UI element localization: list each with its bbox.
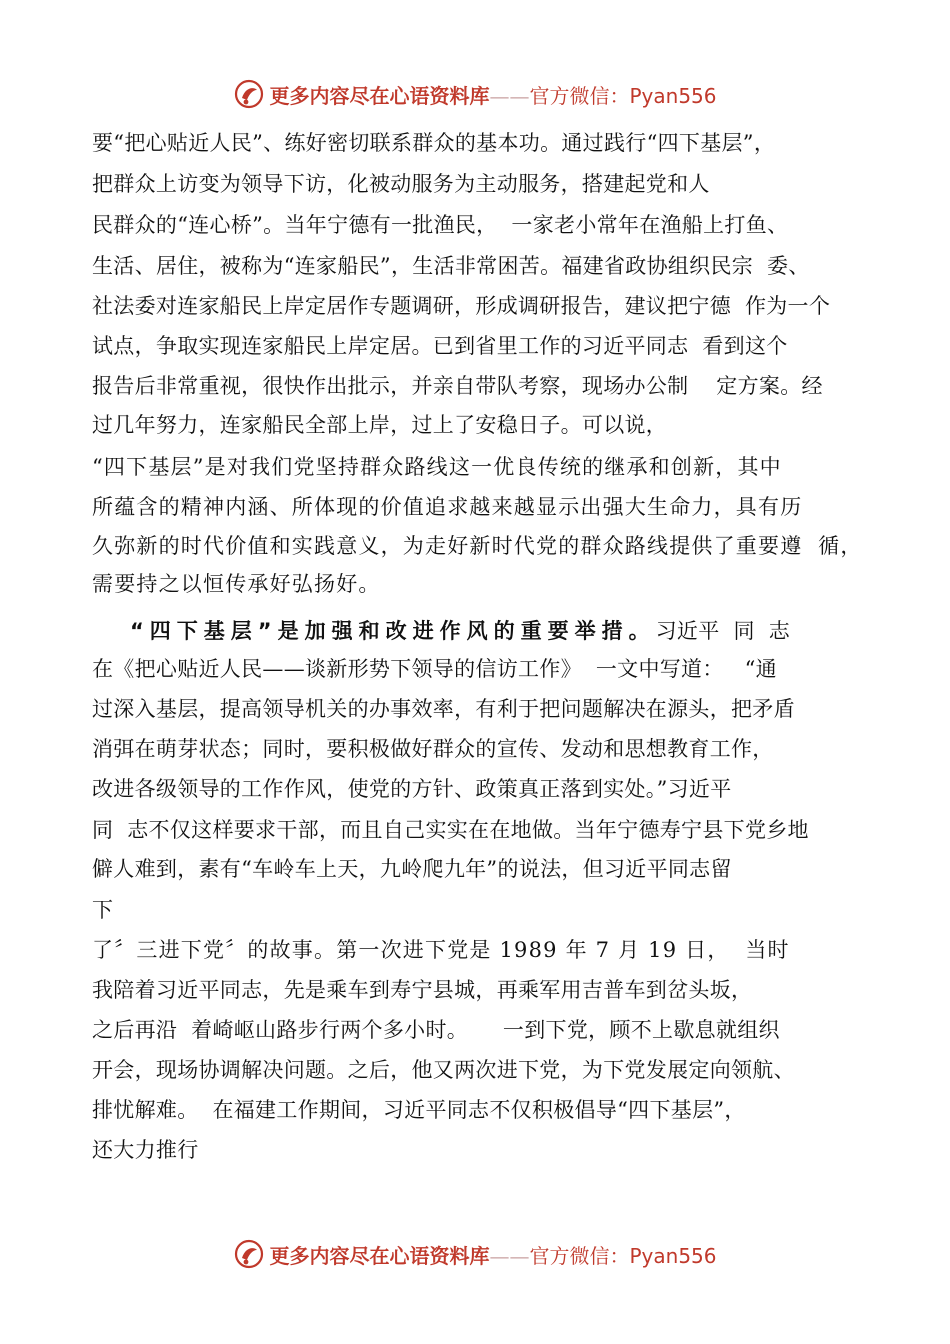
body-line: 民群众的“连心桥”。当年宁德有一批渔民， 一家老小常年在渔船上打鱼、 — [92, 213, 789, 237]
body-line: 排忧解难。 在福建工作期间，习近平同志不仅积极倡导“四下基层”， — [92, 1098, 746, 1122]
body-line: 还大力推行 — [92, 1138, 199, 1162]
watermark-text: 更多内容尽在心语资料库——官方微信：Pyan556 — [269, 83, 717, 108]
body-line: 把群众上访变为领导下访，化被动服务为主动服务，搭建起党和人 — [92, 172, 710, 196]
watermark-logo-icon — [233, 1238, 265, 1270]
body-line: 下 — [92, 898, 114, 922]
body-line: 久弥新的时代价值和实践意义，为走好新时代党的群众路线提供了重要遵 循， — [92, 534, 863, 558]
footer-watermark — [0, 1234, 950, 1274]
body-line: 需要持之以恒传承好弘扬好。 — [92, 572, 381, 596]
body-line: 之后再沿 着崎岖山路步行两个多小时。 一到下党，顾不上歇息就组织 — [92, 1018, 780, 1042]
body-line: 同 志不仅这样要求干部，而且自己实实在在地做。当年宁德寿宁县下党乡地 — [92, 818, 809, 842]
body-line: 所蕴含的精神内涵、所体现的价值追求越来越显示出强大生命力，具有历 — [92, 495, 803, 519]
body-line: 僻人难到，素有“车岭车上天，九岭爬九年”的说法，但习近平同志留 — [92, 857, 732, 881]
section-heading-rest: 习近平 同 志 — [655, 619, 791, 643]
header-watermark — [0, 74, 950, 114]
body-line: 了〞三进下党〞的故事。第一次进下党是 1989 年 7 月 19 日， 当时 — [92, 938, 790, 962]
section-heading-bold: “四下基层”是加强和改进作风的重要举措。 — [130, 619, 656, 643]
body-line: 在《把心贴近人民——谈新形势下领导的信访工作》 一文中写道： “通 — [92, 657, 777, 681]
body-line: 开会，现场协调解决问题。之后，他又两次进下党，为下党发展定向领航、 — [92, 1058, 795, 1082]
body-line: 试点，争取实现连家船民上岸定居。已到省里工作的习近平同志 看到这个 — [92, 334, 788, 358]
body-line: “四下基层”是对我们党坚持群众路线这一优良传统的继承和创新，其中 — [92, 455, 782, 479]
watermark-logo-icon — [233, 78, 265, 110]
body-line: 消弭在萌芽状态；同时，要积极做好群众的宣传、发动和思想教育工作， — [92, 737, 774, 761]
body-line: 过几年努力，连家船民全部上岸，过上了安稳日子。可以说， — [92, 413, 668, 437]
body-line: 改进各级领导的工作作风，使党的方针、政策真正落到实处。”习近平 — [92, 777, 732, 801]
body-line: 过深入基层，提高领导机关的办事效率，有利于把问题解决在源头，把矛盾 — [92, 697, 795, 721]
body-line: 报告后非常重视，很快作出批示，并亲自带队考察，现场办公制 定方案。经 — [92, 374, 823, 398]
watermark-text: 更多内容尽在心语资料库——官方微信：Pyan556 — [269, 1243, 717, 1268]
body-line: 我陪着习近平同志，先是乘车到寿宁县城，再乘军用吉普车到岔头坂， — [92, 978, 753, 1002]
body-line: 社法委对连家船民上岸定居作专题调研，形成调研报告，建议把宁德 作为一个 — [92, 294, 831, 318]
body-line: 生活、居住，被称为“连家船民”，生活非常困苦。福建省政协组织民宗 委、 — [92, 254, 810, 278]
section-heading — [130, 617, 790, 645]
body-line: 要“把心贴近人民”、练好密切联系群众的基本功。通过践行“四下基层”， — [92, 131, 776, 155]
